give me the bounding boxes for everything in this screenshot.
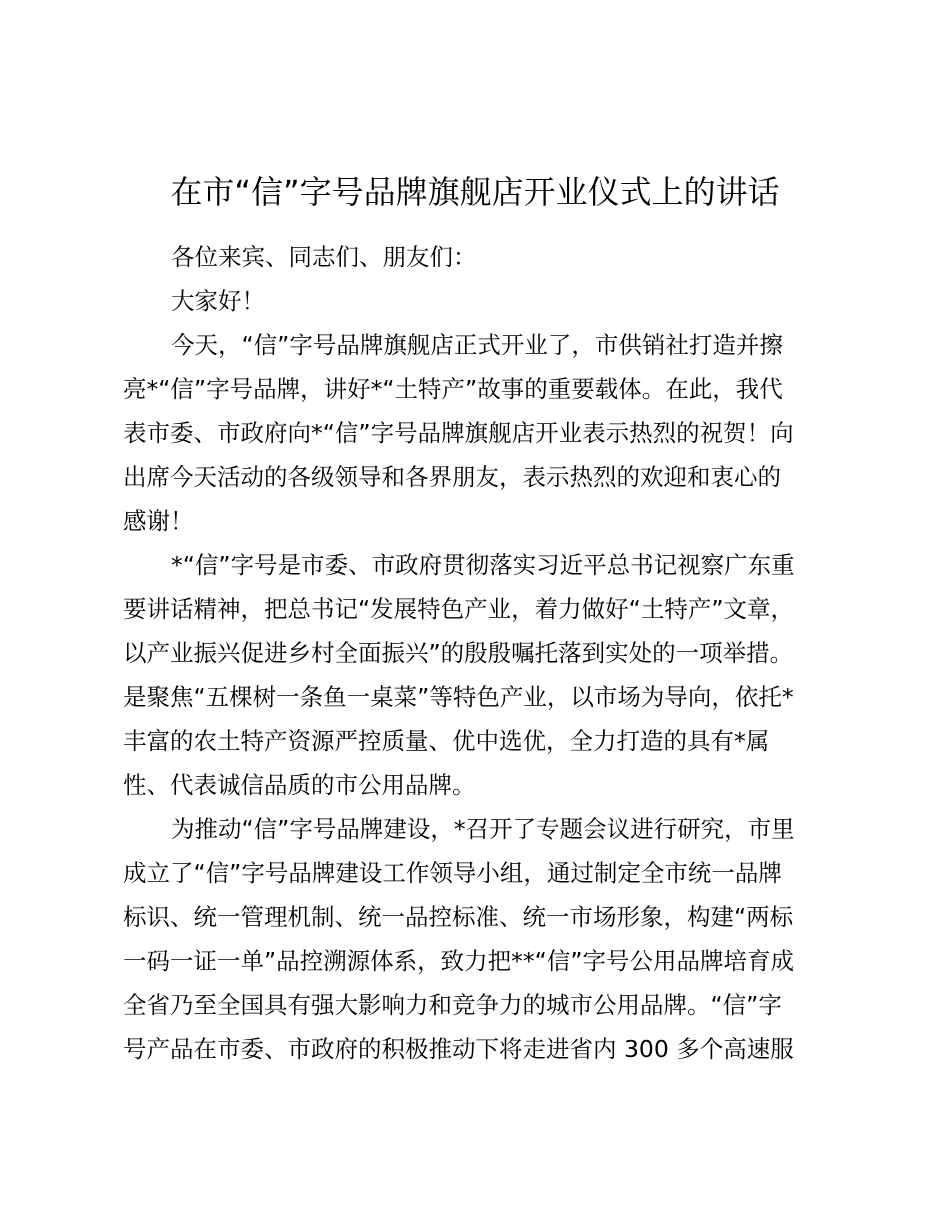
paragraph-3-line: 为推动“信”字号品牌建设，*召开了专题会议进行研究，市里: [171, 815, 795, 843]
paragraph-1-line: 出席今天活动的各级领导和各界朋友，表示热烈的欢迎和衷心的: [123, 463, 781, 491]
document-title: 在市“信”字号品牌旗舰店开业仪式上的讲话: [170, 173, 780, 211]
paragraph-2-line: 是聚焦“五棵树一条鱼一桌菜”等特色产业，以市场为导向，依托*: [123, 683, 794, 711]
paragraph-1-line: 表市委、市政府向*“信”字号品牌旗舰店开业表示热烈的祝贺！向: [123, 419, 794, 447]
paragraph-2-line: 性、代表诚信品质的市公用品牌。: [123, 771, 476, 799]
paragraph-2-line: 以产业振兴促进乡村全面振兴”的殷殷嘱托落到实处的一项举措。: [123, 639, 794, 667]
paragraph-1-line: 亮*“信”字号品牌，讲好*“土特产”故事的重要载体。在此，我代: [123, 375, 783, 403]
paragraph-2-line: *“信”字号是市委、市政府贯彻落实习近平总书记视察广东重: [171, 551, 795, 579]
paragraph-1-line: 感谢！: [123, 507, 194, 535]
paragraph-3-line: 标识、统一管理机制、统一品控标准、统一市场形象，构建“两标: [123, 903, 794, 931]
paragraph-3-line: 一码一证一单”品控溯源体系，致力把**“信”字号公用品牌培育成: [123, 947, 795, 975]
paragraph-3-line: 成立了“信”字号品牌建设工作领导小组，通过制定全市统一品牌: [123, 859, 782, 887]
paragraph-3-line: 号产品在市委、市政府的积极推动下将走进省内 300 多个高速服: [123, 1035, 794, 1063]
salutation-line: 各位来宾、同志们、朋友们：: [171, 243, 477, 271]
paragraph-1-line: 今天，“信”字号品牌旗舰店正式开业了，市供销社打造并擦: [171, 331, 783, 359]
paragraph-2-line: 要讲话精神，把总书记“发展特色产业，着力做好“土特产”文章，: [123, 595, 795, 623]
paragraph-3-line: 全省乃至全国具有强大影响力和竞争力的城市公用品牌。“信”字: [123, 991, 782, 1019]
document-body: [123, 235, 835, 1071]
paragraph-2-line: 丰富的农土特产资源严控质量、优中选优，全力打造的具有*属: [123, 727, 770, 755]
greeting-line: 大家好！: [171, 287, 265, 315]
